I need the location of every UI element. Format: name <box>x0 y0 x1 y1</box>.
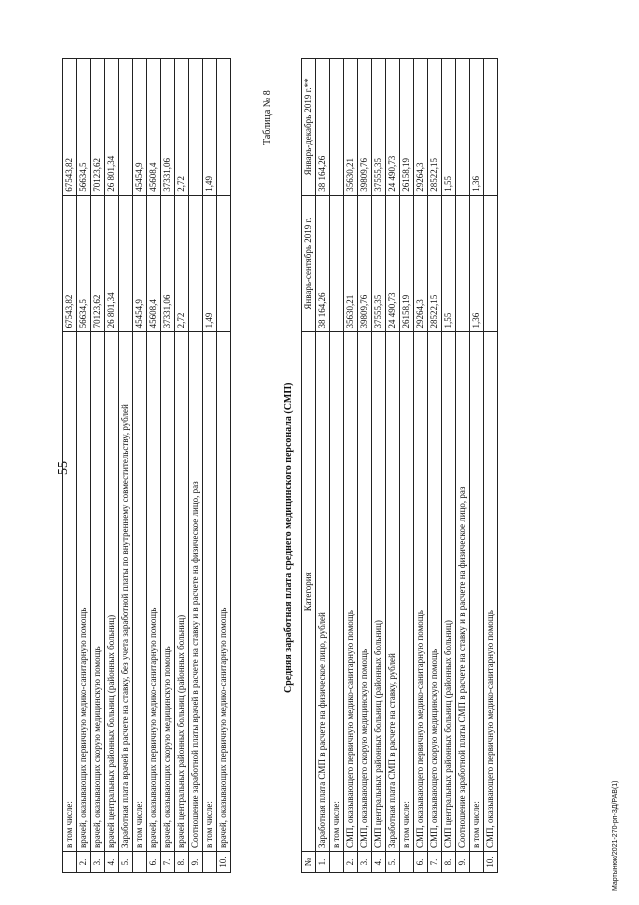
row-value-1: 28522,15 <box>428 195 442 332</box>
row-label: в том числе: <box>133 332 147 852</box>
row-label: СМП, оказывающего первичную медико-санитарную помощь <box>344 332 358 852</box>
row-label: СМП, оказывающего скорую медицинскую помощь <box>428 332 442 852</box>
row-value-2: 26158,19 <box>400 59 414 196</box>
table-7 <box>62 58 231 873</box>
row-label: Соотношение заработной платы врачей в расчете на ставку и в расчете на физическое лицо, раз <box>189 332 203 852</box>
header-col2: Январь-декабрь 2019 г.** <box>302 59 316 196</box>
row-label: врачей центральных районных больниц (районных больниц) <box>175 332 189 852</box>
row-value-1: 45454,9 <box>133 195 147 332</box>
table-row <box>484 59 498 873</box>
table-row <box>414 59 428 873</box>
row-value-1: 45608,4 <box>147 195 161 332</box>
row-value-2: 24 490,73 <box>386 59 400 196</box>
row-label: врачей, оказывающих первичную медико-санитарную помощь <box>147 332 161 852</box>
row-label: в том числе: <box>203 332 217 852</box>
row-label: в том числе: <box>400 332 414 852</box>
row-value-1 <box>119 195 133 332</box>
table-row <box>470 59 484 873</box>
row-number: 5. <box>386 852 400 873</box>
row-label: врачей центральных районных больниц (районных больниц) <box>105 332 119 852</box>
row-number: 2. <box>344 852 358 873</box>
row-label: в том числе: <box>470 332 484 852</box>
table-header-row <box>302 59 316 873</box>
table-row <box>189 59 203 873</box>
row-value-2 <box>189 59 203 196</box>
row-value-1 <box>217 195 231 332</box>
row-number <box>400 852 414 873</box>
row-value-2: 56634,5 <box>77 59 91 196</box>
row-number: 8. <box>175 852 189 873</box>
table-7-body <box>63 59 231 873</box>
row-number <box>63 852 77 873</box>
table-row <box>456 59 470 873</box>
row-label: СМП, оказывающего первичную медико-санитарную помощь <box>414 332 428 852</box>
row-number <box>330 852 344 873</box>
table-row <box>175 59 189 873</box>
row-value-2: 35630,21 <box>344 59 358 196</box>
row-value-2: 28522,15 <box>428 59 442 196</box>
row-value-2: 26 801,34 <box>105 59 119 196</box>
row-label: Заработная плата СМП в расчете на физическое лицо, рублей <box>316 332 330 852</box>
row-value-2 <box>217 59 231 196</box>
row-value-2: 1,49 <box>203 59 217 196</box>
row-label: СМП центральных районных больниц (районных больниц) <box>442 332 456 852</box>
table-row <box>344 59 358 873</box>
row-number: 1. <box>316 852 330 873</box>
row-value-2 <box>456 59 470 196</box>
row-value-1: 26158,19 <box>400 195 414 332</box>
row-value-1 <box>456 195 470 332</box>
row-value-1: 56634,5 <box>77 195 91 332</box>
row-label: Соотношение заработной платы СМП в расчете на ставку и в расчете на физическое лицо, раз <box>456 332 470 852</box>
header-category: Категория <box>302 332 316 852</box>
footer-reference: Мартынюк/2021-270-рп-3Д/РАВ(1) <box>612 780 619 891</box>
row-value-1 <box>189 195 203 332</box>
row-label: Заработная плата врачей в расчете на ставку, без учета заработной платы по внутреннему совместительству, рублей <box>119 332 133 852</box>
table-row <box>400 59 414 873</box>
row-value-2: 39809,76 <box>358 59 372 196</box>
row-value-2: 2,72 <box>175 59 189 196</box>
row-number: 3. <box>91 852 105 873</box>
row-number: 7. <box>428 852 442 873</box>
row-number: 9. <box>189 852 203 873</box>
row-value-2 <box>484 59 498 196</box>
row-label: СМП центральных районных больниц (районных больниц) <box>372 332 386 852</box>
table-8-label: Таблица № 8 <box>262 90 273 145</box>
header-num: № <box>302 852 316 873</box>
table-row <box>330 59 344 873</box>
row-number: 10. <box>217 852 231 873</box>
row-label: врачей, оказывающих первичную медико-санитарную помощь <box>77 332 91 852</box>
row-number <box>203 852 217 873</box>
table-row <box>386 59 400 873</box>
row-number: 10. <box>484 852 498 873</box>
row-value-1 <box>330 195 344 332</box>
row-label: Заработная плата СМП в расчете на ставку, рублей <box>386 332 400 852</box>
row-value-1: 29264,3 <box>414 195 428 332</box>
row-number: 5. <box>119 852 133 873</box>
row-value-2: 45454,9 <box>133 59 147 196</box>
row-label: врачей, оказывающих скорую медицинскую помощь <box>91 332 105 852</box>
row-value-2: 29264,3 <box>414 59 428 196</box>
row-value-2: 37555,35 <box>372 59 386 196</box>
table-row <box>63 59 77 873</box>
row-value-2: 1,36 <box>470 59 484 196</box>
table-8-body <box>316 59 498 873</box>
row-label: врачей, оказывающих скорую медицинскую помощь <box>161 332 175 852</box>
row-number <box>133 852 147 873</box>
row-label: СМП, оказывающего скорую медицинскую помощь <box>358 332 372 852</box>
row-value-1: 37555,35 <box>372 195 386 332</box>
row-number: 6. <box>414 852 428 873</box>
row-number: 4. <box>372 852 386 873</box>
row-value-1: 38 164,26 <box>316 195 330 332</box>
table-row <box>147 59 161 873</box>
row-label: в том числе: <box>330 332 344 852</box>
row-number: 6. <box>147 852 161 873</box>
row-value-2: 1,55 <box>442 59 456 196</box>
row-value-1: 39809,76 <box>358 195 372 332</box>
row-value-2 <box>119 59 133 196</box>
row-value-1: 70123,62 <box>91 195 105 332</box>
table-row <box>217 59 231 873</box>
row-number: 7. <box>161 852 175 873</box>
table-row <box>91 59 105 873</box>
page-number: 55 <box>56 461 71 475</box>
row-value-1: 35630,21 <box>344 195 358 332</box>
table-row <box>358 59 372 873</box>
row-number <box>470 852 484 873</box>
row-value-1: 1,55 <box>442 195 456 332</box>
row-number: 3. <box>358 852 372 873</box>
row-number: 9. <box>456 852 470 873</box>
row-value-2: 45608,4 <box>147 59 161 196</box>
row-label: СМП, оказывающего первичную медико-санитарную помощь <box>484 332 498 852</box>
table-row <box>203 59 217 873</box>
row-number: 8. <box>442 852 456 873</box>
table-row <box>77 59 91 873</box>
table-row <box>316 59 330 873</box>
table-row <box>133 59 147 873</box>
row-value-1: 1,36 <box>470 195 484 332</box>
row-value-2 <box>330 59 344 196</box>
row-value-2: 38 164,26 <box>316 59 330 196</box>
row-value-1: 2,72 <box>175 195 189 332</box>
table-row <box>105 59 119 873</box>
row-value-1: 1,49 <box>203 195 217 332</box>
header-col1: Январь-сентябрь 2019 г. <box>302 195 316 332</box>
row-value-2: 37331,06 <box>161 59 175 196</box>
row-value-2: 67543,82 <box>63 59 77 196</box>
row-value-2: 70123,62 <box>91 59 105 196</box>
table-row <box>428 59 442 873</box>
row-value-1: 24 490,73 <box>386 195 400 332</box>
row-number: 4. <box>105 852 119 873</box>
row-label: в том числе: <box>63 332 77 852</box>
row-value-1: 37331,06 <box>161 195 175 332</box>
table-8-title: Средняя заработная плата среднего медицинского персонала (СМП) <box>283 382 294 693</box>
row-label: врачей, оказывающих первичную медико-санитарную помощь <box>217 332 231 852</box>
row-number: 2. <box>77 852 91 873</box>
table-row <box>161 59 175 873</box>
table-row <box>372 59 386 873</box>
row-value-1: 26 801,34 <box>105 195 119 332</box>
table-row <box>119 59 133 873</box>
row-value-1 <box>484 195 498 332</box>
table-row <box>442 59 456 873</box>
table-8 <box>301 58 498 873</box>
row-value-1: 67543,82 <box>63 195 77 332</box>
